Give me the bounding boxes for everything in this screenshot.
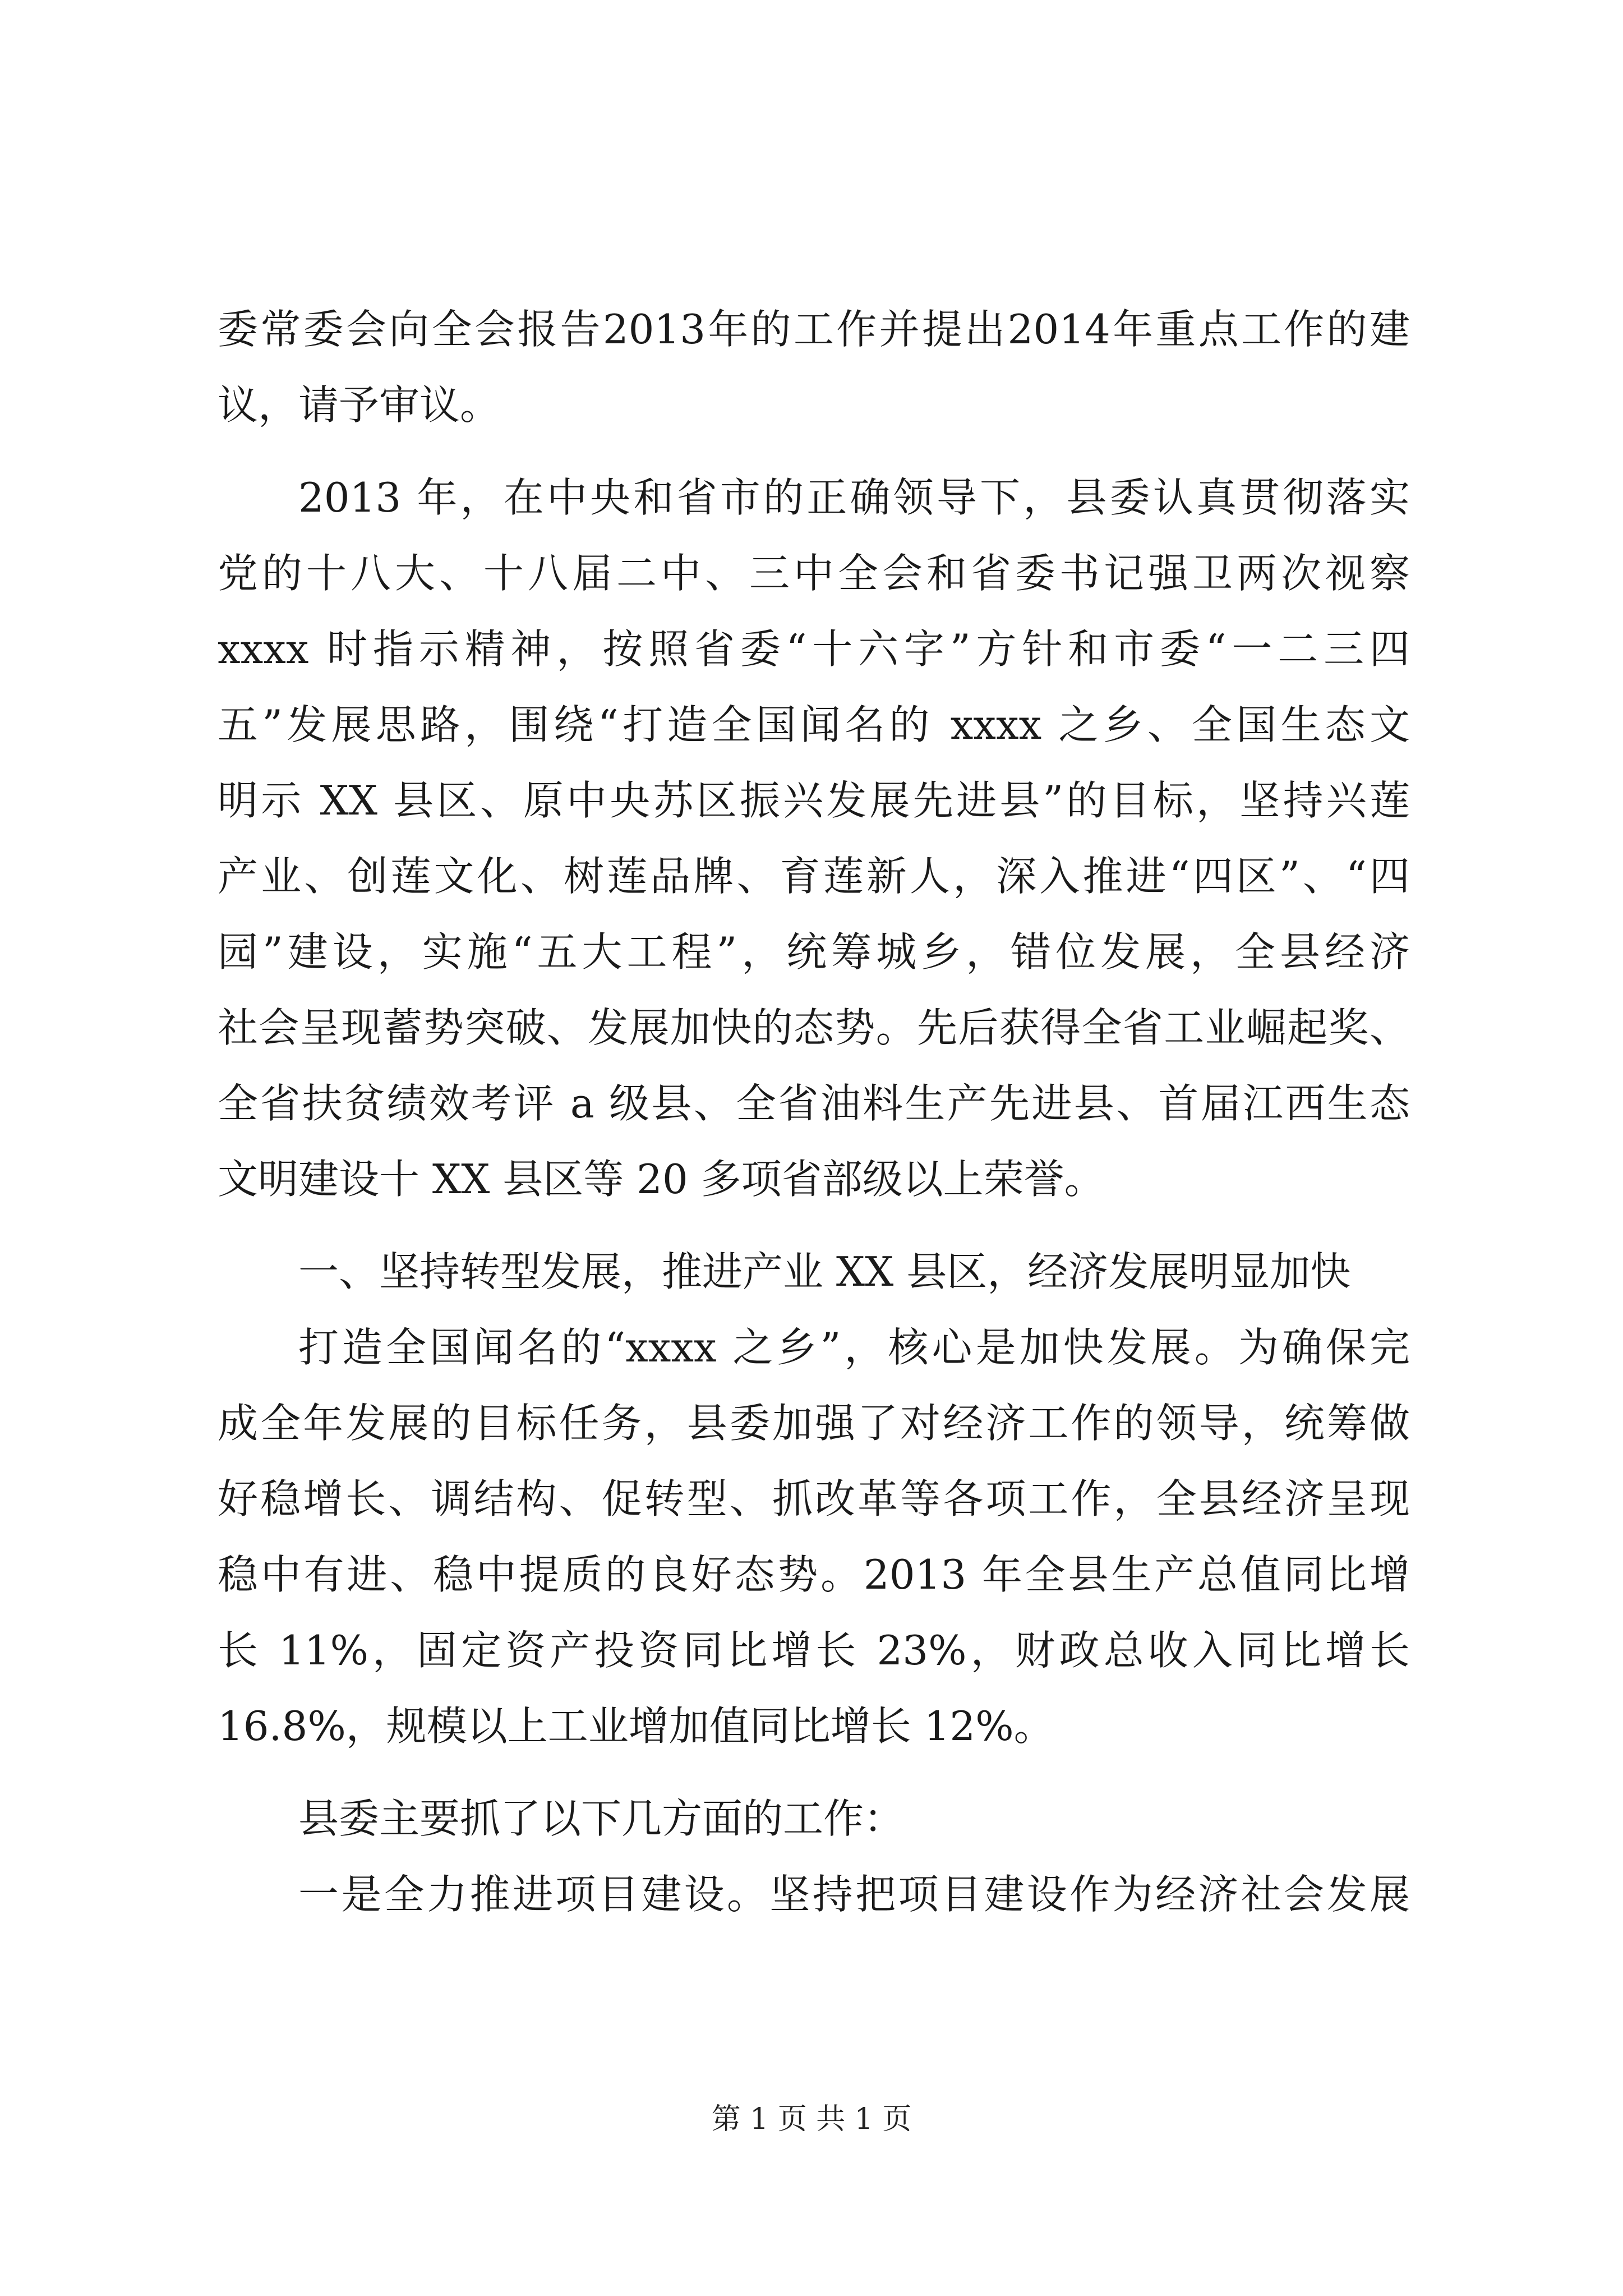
text-line: 全省扶贫绩效考评 a 级县、全省油料生产先进县、首届江西生态 xyxy=(218,1080,1410,1127)
document-body xyxy=(218,292,1410,1932)
paragraph-first-line: 一是全力推进项目建设。坚持把项目建设作为经济社会发展 xyxy=(298,1871,1410,1918)
text-line: 16.8%，规模以上工业增加值同比增长 12%。 xyxy=(218,1703,1054,1750)
page-number-footer: 第 1 页 共 1 页 xyxy=(711,2102,912,2136)
text-line: 文明建设十 XX 县区等 20 多项省部级以上荣誉。 xyxy=(218,1156,1105,1203)
text-line: 五”发展思路，围绕“打造全国闻名的 xxxx 之乡、全国生态文 xyxy=(218,701,1410,748)
paragraph-first-line: 县委主要抓了以下几方面的工作： xyxy=(298,1795,905,1842)
text-line: 好稳增长、调结构、促转型、抓改革等各项工作，全县经济呈现 xyxy=(218,1475,1410,1522)
text-line: 议，请予审议。 xyxy=(218,381,501,429)
text-line: 社会呈现蓄势突破、发展加快的态势。先后获得全省工业崛起奖、 xyxy=(218,1004,1410,1051)
paragraph-first-line: 2013 年，在中央和省市的正确领导下，县委认真贯彻落实 xyxy=(298,474,1410,521)
text-line: 园”建设，实施“五大工程”，统筹城乡，错位发展，全县经济 xyxy=(218,928,1410,976)
text-line: 明示 XX 县区、原中央苏区振兴发展先进县”的目标，坚持兴莲 xyxy=(218,777,1410,824)
section-heading: 一、坚持转型发展，推进产业 XX 县区，经济发展明显加快 xyxy=(298,1248,1351,1295)
text-line: 委常委会向全会报告2013年的工作并提出2014年重点工作的建 xyxy=(218,306,1410,353)
text-line: 党的十八大、十八届二中、三中全会和省委书记强卫两次视察 xyxy=(218,550,1410,597)
text-line: xxxx 时指示精神，按照省委“十六字”方针和市委“一二三四 xyxy=(218,625,1410,673)
text-line: 产业、创莲文化、树莲品牌、育莲新人，深入推进“四区”、“四 xyxy=(218,853,1410,900)
text-line: 长 11%，固定资产投资同比增长 23%，财政总收入同比增长 xyxy=(218,1627,1410,1674)
text-line: 稳中有进、稳中提质的良好态势。2013 年全县生产总值同比增 xyxy=(218,1551,1410,1598)
text-line: 成全年发展的目标任务，县委加强了对经济工作的领导，统筹做 xyxy=(218,1400,1410,1447)
paragraph-first-line: 打造全国闻名的“xxxx 之乡”，核心是加快发展。为确保完 xyxy=(298,1324,1410,1371)
